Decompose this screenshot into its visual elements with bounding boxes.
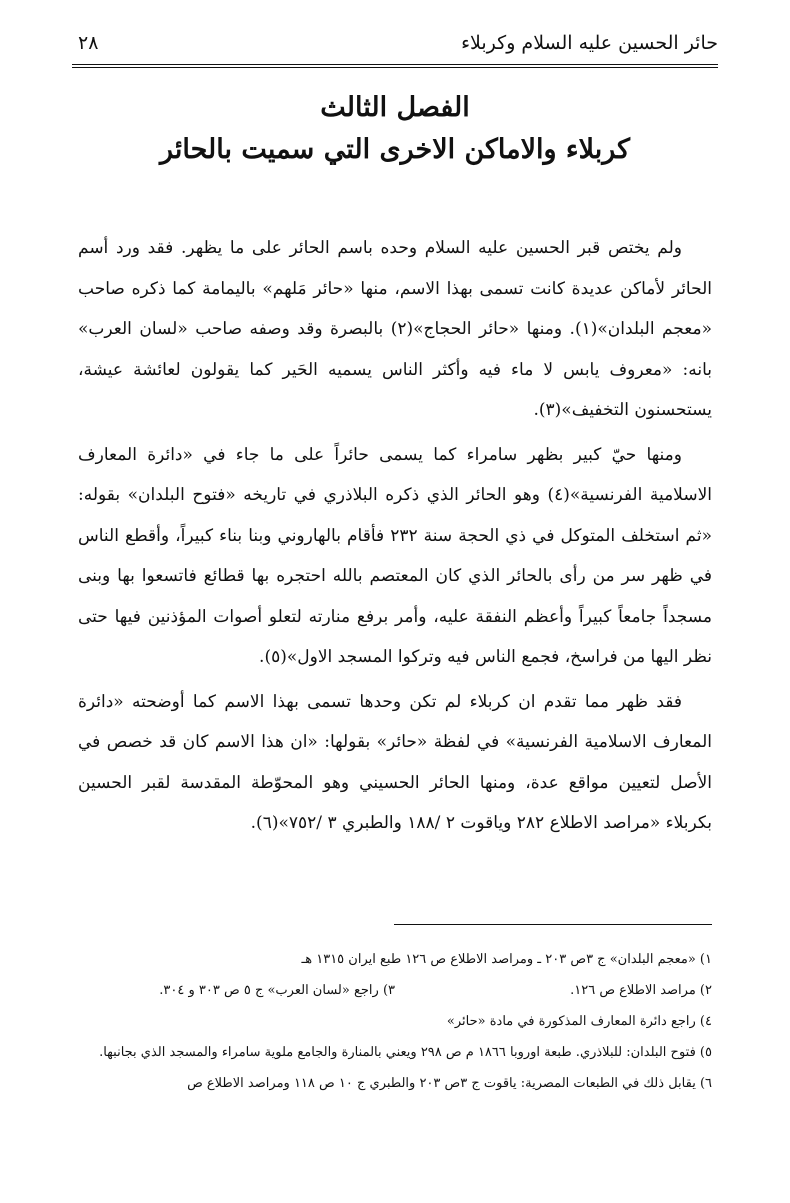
footnote-6: ٦) يقابل ذلك في الطبعات المصرية: ياقوت ج ٣ص ٢٠٣ والطبري ج ١٠ ص ١١٨ ومراصد الاطلاع ص: [187, 1076, 712, 1091]
body-text: [78, 228, 712, 848]
footnote-divider: [394, 924, 712, 925]
footnotes: [78, 944, 712, 1099]
footnote-1: ١) «معجم البلدان» ج ٣ص ٢٠٣ ـ ومراصد الاطلاع ص ١٢٦ طبع ايران ١٣١٥ هـ: [301, 952, 712, 967]
footnote-4: ٤) راجع دائرة المعارف المذكورة في مادة «حائر»: [446, 1014, 712, 1029]
paragraph-1: ولم يختص قبر الحسين عليه السلام وحده باسم الحائر على ما يظهر. فقد ورد أسم الحائر لأماكن عديدة كانت تسمى بهذا الاسم، منها «حائر مَلهم» باليمامة كما ذكره صاحب «معجم البلدان»(١). ومنها «حائر الحجاج»(٢) بالبصرة وقد وصفه صاحب «لسان العرب» بانه: «معروف يابس لا ماء فيه وأكثر الناس يسميه الحَير كما يقولون لعائشة عيشة، يستحسنون التخفيف»(٣).: [78, 238, 712, 420]
running-header: [78, 26, 718, 60]
paragraph-2: ومنها حيّ كبير بظهر سامراء كما يسمى حائراً على ما جاء في «دائرة المعارف الاسلامية الفرنسية»(٤) وهو الحائر الذي ذكره البلاذري في تاريخه «فتوح البلدان» بقوله: «ثم استخلف المتوكل في ذي الحجة سنة ٢٣٢ فأقام بالهاروني وبنا بناء كبيراً، وأقطع الناس في ظهر سر من رأى بالحائر الذي كان المعتصم بالله احتجره بها قطائع فاتسعوا بها وبنى مسجداً جامعاً كبيراً وأعظم النفقة عليه، وأمر برفع منارته لتعلو أصوات المؤذنين فيها حتى نظر اليها من فراسخ، فجمع الناس فيه وتركوا المسجد الاول»(٥).: [78, 444, 713, 667]
footnote-5: ٥) فتوح البلدان: للبلاذري. طبعة اوروبا ١٨٦٦ م ص ٢٩٨ ويعني بالمنارة والجامع ملوية سامراء والمسجد الذي بجانبها.: [99, 1045, 712, 1060]
chapter-number-title: الفصل الثالث: [320, 92, 470, 123]
running-title: حائر الحسين عليه السلام وكربلاء: [461, 32, 718, 54]
page-number: ٢٨: [78, 32, 99, 54]
chapter-title: كربلاء والاماكن الاخرى التي سميت بالحائر: [159, 134, 631, 165]
paragraph-3: فقد ظهر مما تقدم ان كربلاء لم تكن وحدها تسمى بهذا الاسم كما أوضحته «دائرة المعارف الاسلامية الفرنسية» في لفظة «حائر» بقولها: «ان هذا الاسم كان قد خصص في الأصل لتعيين مواقع عدة، ومنها الحائر الحسيني وهو المحوّطة المقدسة لقبر الحسين بكربلاء «مراصد الاطلاع ٢٨٢ وياقوت ٢ /١٨٨ والطبري ٣ /٧٥٢»(٦).: [78, 691, 712, 833]
chapter-heading: [72, 88, 718, 172]
header-divider: [72, 64, 718, 68]
footnote-3: ٣) راجع «لسان العرب» ج ٥ ص ٣٠٣ و ٣٠٤.: [159, 983, 395, 998]
footnote-2: ٢) مراصد الاطلاع ص ١٢٦.: [570, 983, 712, 998]
footnote-row-2-3: [78, 975, 712, 1006]
